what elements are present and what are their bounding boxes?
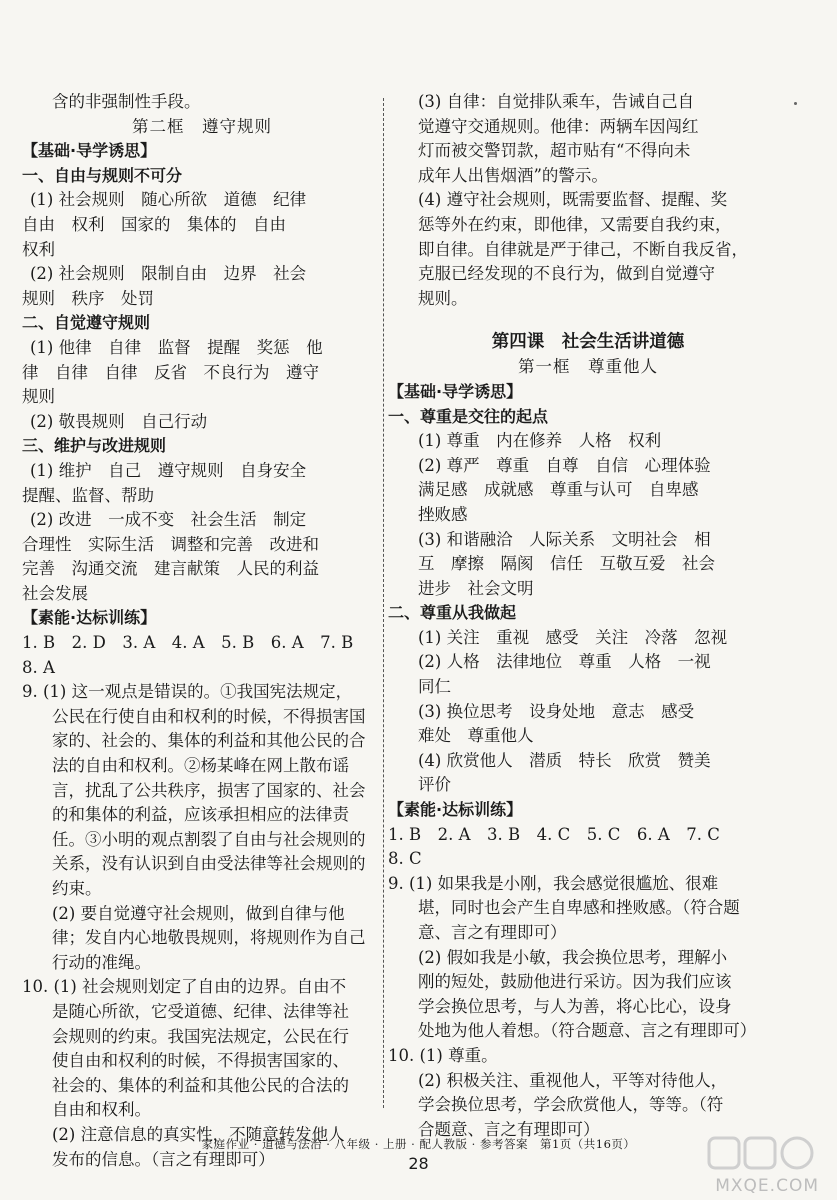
- left-text-line: 【素能·达标训练】: [22, 608, 157, 628]
- left-text-line: 律；发自内心地敬畏规则，将规则作为自己: [52, 928, 366, 948]
- left-text-line: 规则: [22, 387, 55, 407]
- right-text-line: 意、言之有理即可）: [418, 923, 567, 942]
- left-text-line: 提醒、监督、帮助: [22, 485, 154, 505]
- margin-mark: [794, 102, 797, 105]
- left-text-line: 9. (1) 这一观点是错误的。①我国宪法规定，: [22, 682, 353, 702]
- left-text-line: 【基础·导学诱思】: [22, 141, 157, 161]
- left-text-line: (2) 要自觉遵守社会规则，做到自律与他: [52, 903, 345, 923]
- page-number: 28: [408, 1154, 429, 1173]
- left-text-line: (1) 维护 自己 遵守规则 自身安全: [30, 460, 307, 480]
- right-column: [388, 90, 788, 1142]
- left-text-line: 合理性 实际生活 调整和完善 改进和: [22, 534, 319, 554]
- left-text-line: 使自由和权利的时候，不得损害国家的、: [52, 1051, 349, 1071]
- left-text-line: 含的非强制性手段。: [52, 92, 201, 111]
- left-text-line: 言，扰乱了公共秩序，损害了国家的、社会: [52, 780, 366, 800]
- left-text-line: 规则 秩序 处罚: [22, 288, 154, 308]
- right-text-line: [388, 311, 788, 329]
- right-text-line: (4) 遵守社会规则，既需要监督、提醒、奖: [418, 190, 728, 210]
- right-text-line: 进步 社会文明: [418, 578, 534, 598]
- right-text-line: (2) 假如我是小敏，我会换位思考，理解小: [418, 947, 728, 967]
- left-text-line: 的和集体的利益，应该承担相应的法律责: [52, 805, 349, 825]
- right-text-line: 难处 尊重他人: [418, 726, 534, 746]
- left-text-line: 行动的准绳。: [52, 952, 151, 972]
- right-text-line: 规则。: [418, 288, 468, 308]
- left-text-line: 律 自律 自律 反省 不良行为 遵守: [22, 362, 319, 382]
- right-text-line: 【素能·达标训练】: [388, 800, 523, 820]
- left-text-line: 二、自觉遵守规则: [22, 313, 151, 333]
- right-text-line: 灯而被交警罚款，超市贴有“不得向未: [418, 141, 691, 161]
- left-text-line: 第二框 遵守规则: [132, 116, 272, 136]
- watermark-text: MXQE.COM: [715, 1176, 819, 1196]
- left-text-line: 三、维护与改进规则: [22, 436, 167, 456]
- right-text-line: 满足感 成就感 尊重与认可 自卑感: [418, 480, 699, 500]
- left-text-line: 10. (1) 社会规则划定了自由的边界。自由不: [22, 977, 347, 997]
- right-text-line: (4) 欣赏他人 潜质 特长 欣赏 赞美: [418, 750, 711, 770]
- right-text-line: 第一框 尊重他人: [518, 357, 658, 377]
- left-text-line: 会规则的约束。我国宪法规定，公民在行: [52, 1026, 349, 1046]
- right-text-line: (2) 积极关注、重视他人，平等对待他人，: [418, 1070, 728, 1090]
- right-text-line: 评价: [418, 775, 451, 795]
- right-text-line: 10. (1) 尊重。: [388, 1045, 498, 1065]
- column-divider: [383, 98, 384, 1108]
- page-footer: 家庭作业 · 道德与法治 · 八年级 · 上册 · 配人教版 · 参考答案 第1页（共16页）: [201, 1137, 636, 1151]
- right-text-line: 互 摩擦 隔阂 信任 互敬互爱 社会: [418, 554, 715, 574]
- right-text-line: 【基础·导学诱思】: [388, 381, 523, 401]
- right-text-line: 处地为他人着想。（符合题意、言之有理即可）: [418, 1021, 757, 1041]
- watermark-logo: [689, 1132, 829, 1196]
- right-text-line: (2) 人格 法律地位 尊重 人格 一视: [418, 652, 711, 672]
- right-text-line: 同仁: [418, 677, 451, 697]
- right-text-line: 克服已经发现的不良行为，做到自觉遵守: [418, 264, 715, 284]
- right-text-line: 即自律。自律就是严于律己，不断自我反省，: [418, 239, 748, 259]
- left-text-line: 约束。: [52, 879, 102, 898]
- right-text-line: (3) 自律：自觉排队乘车，告诫自己自: [418, 92, 695, 111]
- left-text-line: 一、自由与规则不可分: [22, 165, 183, 185]
- left-text-line: 是随心所欲，它受道德、纪律、法律等社: [52, 1001, 349, 1021]
- right-text-line: 觉遵守交通规则。他律：两辆车因闯红: [418, 116, 699, 136]
- left-text-line: 完善 沟通交流 建言献策 人民的利益: [22, 559, 319, 579]
- right-text-line: 二、尊重从我做起: [388, 603, 517, 623]
- right-text-line: 第四课 社会生活讲道德: [491, 332, 685, 353]
- left-text-line: 8. A: [22, 657, 55, 677]
- left-text-line: (2) 社会规则 限制自由 边界 社会: [30, 264, 307, 284]
- left-text-line: 权利: [22, 239, 55, 259]
- left-text-line: 社会发展: [22, 583, 88, 603]
- left-text-line: (1) 社会规则 随心所欲 道德 纪律: [30, 190, 307, 210]
- right-text-line: 学会换位思考，与人为善，将心比心，设身: [418, 996, 732, 1016]
- left-column: [22, 90, 382, 1172]
- right-text-line: 堪，同时也会产生自卑感和挫败感。（符合题: [418, 898, 740, 918]
- left-text-line: 公民在行使自由和权利的时候，不得损害国: [52, 706, 366, 726]
- right-text-line: 学会换位思考，学会欣赏他人，等等。（符: [418, 1095, 724, 1115]
- right-text-line: 9. (1) 如果我是小刚，我会感觉很尴尬、很难: [388, 873, 719, 893]
- left-text-line: (2) 注意信息的真实性，不随意转发他人: [52, 1124, 345, 1144]
- right-text-line: 合题意、言之有理即可）: [418, 1119, 600, 1139]
- left-text-line: (2) 敬畏规则 自己行动: [30, 411, 208, 431]
- left-text-line: 自由和权利。: [52, 1100, 151, 1120]
- left-text-line: 发布的信息。（言之有理即可）: [52, 1149, 275, 1169]
- left-text-line: (1) 他律 自律 监督 提醒 奖惩 他: [30, 337, 323, 357]
- left-text-line: 任。③小明的观点割裂了自由与社会规则的: [52, 829, 366, 849]
- right-text-line: (3) 和谐融洽 人际关系 文明社会 相: [418, 529, 711, 549]
- right-text-line: 一、尊重是交往的起点: [388, 406, 549, 426]
- right-text-line: 1. B 2. A 3. B 4. C 5. C 6. A 7. C: [388, 824, 720, 844]
- right-text-line: 刚的短处，鼓励他进行采访。因为我们应该: [418, 972, 732, 992]
- left-text-line: 法的自由和权利。②杨某峰在网上散布谣: [52, 756, 349, 776]
- right-text-line: 挫败感: [418, 504, 468, 524]
- right-text-line: (2) 尊严 尊重 自尊 自信 心理体验: [418, 455, 711, 475]
- right-text-line: 成年人出售烟酒”的警示。: [418, 165, 608, 185]
- left-text-line: 自由 权利 国家的 集体的 自由: [22, 214, 286, 234]
- right-text-line: (1) 关注 重视 感受 关注 冷落 忽视: [418, 627, 728, 647]
- left-text-line: 社会的、集体的利益和其他公民的合法的: [52, 1075, 349, 1095]
- right-text-line: 惩等外在约束，即他律，又需要自我约束，: [418, 214, 732, 234]
- left-text-line: 1. B 2. D 3. A 4. A 5. B 6. A 7. B: [22, 633, 354, 653]
- right-text-line: (1) 尊重 内在修养 人格 权利: [418, 431, 662, 451]
- left-text-line: 关系，没有认识到自由受法律等社会规则的: [52, 854, 366, 874]
- right-text-line: (3) 换位思考 设身处地 意志 感受: [418, 701, 695, 721]
- left-text-line: (2) 改进 一成不变 社会生活 制定: [30, 510, 307, 530]
- left-text-line: 家的、社会的、集体的利益和其他公民的合: [52, 731, 366, 751]
- right-text-line: 8. C: [388, 849, 422, 869]
